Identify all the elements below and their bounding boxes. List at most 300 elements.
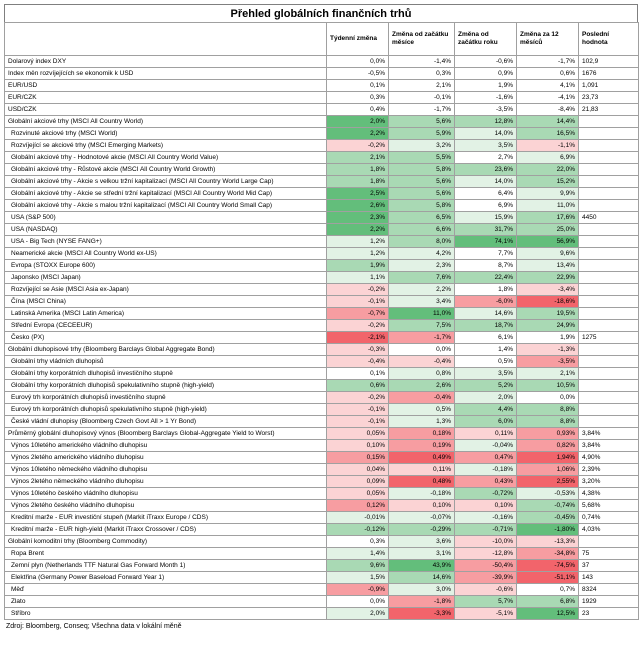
row-label: Globální akciové trhy (MSCI All Country World) [5,116,327,128]
weekly-change-cell: -0,7% [327,308,389,320]
mtd-change-cell: 6,6% [389,224,455,236]
table-row [5,608,639,620]
last-value-cell: 1275 [579,332,639,344]
table-row [5,536,639,548]
mtd-change-cell: 5,9% [389,128,455,140]
row-label: Globální akciové trhy - Akcie s velkou tržní kapitalizací (MSCI All Country World Large Cap) [5,176,327,188]
12m-change-cell: -1,7% [517,56,579,68]
row-label: USD/CZK [5,104,327,116]
12m-change-cell: -34,8% [517,548,579,560]
ytd-change-cell: 0,5% [455,356,517,368]
table-row [5,236,639,248]
last-value-cell [579,380,639,392]
12m-change-cell: -0,53% [517,488,579,500]
table-row [5,464,639,476]
row-label: Globální akciové trhy - Akcie s malou tržní kapitalizací (MSCI All Country World Small Cap) [5,200,327,212]
mtd-change-cell: 3,6% [389,536,455,548]
12m-change-cell: 14,4% [517,116,579,128]
ytd-change-cell: 14,6% [455,308,517,320]
row-label: Globální dluhopisové trhy (Bloomberg Barclays Global Aggregate Bond) [5,344,327,356]
row-label: Stříbro [5,608,327,620]
12m-change-cell: 25,0% [517,224,579,236]
ytd-change-cell: -6,0% [455,296,517,308]
mtd-change-cell: -1,4% [389,56,455,68]
mtd-change-cell: -0,18% [389,488,455,500]
ytd-change-cell: -0,6% [455,584,517,596]
row-label: Česko (PX) [5,332,327,344]
table-row [5,332,639,344]
header-weekly-change: Týdenní změna [327,23,389,56]
ytd-change-cell: -1,6% [455,92,517,104]
table-row [5,212,639,224]
ytd-change-cell: 15,9% [455,212,517,224]
weekly-change-cell: 2,0% [327,116,389,128]
ytd-change-cell: -0,18% [455,464,517,476]
table-row [5,56,639,68]
weekly-change-cell: 1,4% [327,548,389,560]
last-value-cell [579,392,639,404]
mtd-change-cell: 2,1% [389,80,455,92]
row-label: Zlato [5,596,327,608]
table-row [5,500,639,512]
table-row [5,224,639,236]
ytd-change-cell: 2,0% [455,392,517,404]
last-value-cell [579,296,639,308]
mtd-change-cell: 5,6% [389,188,455,200]
row-label: Index měn rozvíjejících se ekonomik k USD [5,68,327,80]
ytd-change-cell: 6,0% [455,416,517,428]
row-label: Globální komoditní trhy (Bloomberg Commodity) [5,536,327,548]
mtd-change-cell: 0,11% [389,464,455,476]
weekly-change-cell: -0,01% [327,512,389,524]
row-label: Ropa Brent [5,548,327,560]
12m-change-cell: 8,8% [517,404,579,416]
12m-change-cell: -0,74% [517,500,579,512]
ytd-change-cell: -0,16% [455,512,517,524]
table-row [5,440,639,452]
row-label: Eurový trh korporátních dluhopisů spekulativního stupně (high-yield) [5,404,327,416]
mtd-change-cell: -3,3% [389,608,455,620]
mtd-change-cell: 0,48% [389,476,455,488]
last-value-cell [579,344,639,356]
weekly-change-cell: 2,6% [327,200,389,212]
last-value-cell [579,200,639,212]
mtd-change-cell: -0,4% [389,392,455,404]
row-label: Kreditní marže - EUR investiční stupeň (Markit iTraxx Europe / CDS) [5,512,327,524]
table-row [5,188,639,200]
weekly-change-cell: 0,15% [327,452,389,464]
row-label: Elektřina (Germany Power Baseload Forward Year 1) [5,572,327,584]
table-row [5,560,639,572]
table-row [5,284,639,296]
weekly-change-cell: 0,1% [327,368,389,380]
row-label: Dolarový index DXY [5,56,327,68]
row-label: Evropa (STOXX Europe 600) [5,260,327,272]
mtd-change-cell: 8,0% [389,236,455,248]
table-row [5,272,639,284]
table-row [5,260,639,272]
table-row [5,104,639,116]
table-row [5,584,639,596]
row-label: Rozvíjející se akciové trhy (MSCI Emerging Markets) [5,140,327,152]
mtd-change-cell: 0,0% [389,344,455,356]
overview-table-container [4,4,638,633]
last-value-cell: 21,83 [579,104,639,116]
12m-change-cell: -1,3% [517,344,579,356]
weekly-change-cell: 2,3% [327,212,389,224]
ytd-change-cell: 31,7% [455,224,517,236]
row-label: Výnos 2letého amerického vládního dluhopisu [5,452,327,464]
weekly-change-cell: 1,5% [327,572,389,584]
12m-change-cell: 4,1% [517,80,579,92]
mtd-change-cell: -0,07% [389,512,455,524]
ytd-change-cell: 4,4% [455,404,517,416]
mtd-change-cell: -1,7% [389,332,455,344]
source-note: Zdroj: Bloomberg, Conseq; Všechna data v lokální měně [6,623,182,630]
12m-change-cell: 8,8% [517,416,579,428]
mtd-change-cell: -1,8% [389,596,455,608]
mtd-change-cell: -0,1% [389,92,455,104]
last-value-cell [579,308,639,320]
weekly-change-cell: 0,0% [327,596,389,608]
ytd-change-cell: 6,1% [455,332,517,344]
mtd-change-cell: 3,4% [389,296,455,308]
12m-change-cell: 9,9% [517,188,579,200]
market-overview-table [4,22,639,620]
last-value-cell [579,224,639,236]
12m-change-cell: 19,5% [517,308,579,320]
weekly-change-cell: -0,1% [327,416,389,428]
ytd-change-cell: 0,11% [455,428,517,440]
weekly-change-cell: -0,2% [327,140,389,152]
mtd-change-cell: -0,29% [389,524,455,536]
table-row [5,548,639,560]
ytd-change-cell: 0,10% [455,500,517,512]
mtd-change-cell: 5,5% [389,152,455,164]
12m-change-cell: -1,80% [517,524,579,536]
weekly-change-cell: 2,2% [327,128,389,140]
weekly-change-cell: -0,3% [327,344,389,356]
table-title: Přehled globálních finančních trhů [4,4,638,22]
row-label: České vládní dluhopisy (Bloomberg Czech Govt All > 1 Yr Bond) [5,416,327,428]
table-row [5,200,639,212]
ytd-change-cell: 7,7% [455,248,517,260]
header-row [5,23,639,56]
weekly-change-cell: 1,1% [327,272,389,284]
ytd-change-cell: 6,9% [455,200,517,212]
ytd-change-cell: 22,4% [455,272,517,284]
table-row [5,368,639,380]
row-label: Globální akciové trhy - Hodnotové akcie (MSCI All Country World Value) [5,152,327,164]
last-value-cell [579,236,639,248]
mtd-change-cell: 3,1% [389,548,455,560]
row-label: Výnos 10letého českého vládního dluhopisu [5,488,327,500]
mtd-change-cell: 7,6% [389,272,455,284]
weekly-change-cell: 9,6% [327,560,389,572]
ytd-change-cell: 23,6% [455,164,517,176]
last-value-cell: 3,20% [579,476,639,488]
ytd-change-cell: -50,4% [455,560,517,572]
last-value-cell [579,152,639,164]
mtd-change-cell: -0,4% [389,356,455,368]
12m-change-cell: 1,94% [517,452,579,464]
row-label: Globální akciové trhy - Růstové akcie (MSCI All Country World Growth) [5,164,327,176]
row-label: Globální trhy korporátních dluhopisů investičního stupně [5,368,327,380]
table-row [5,68,639,80]
table-row [5,296,639,308]
12m-change-cell: -8,4% [517,104,579,116]
12m-change-cell: -51,1% [517,572,579,584]
header-ytd-change: Změna od začátku roku [455,23,517,56]
weekly-change-cell: -0,1% [327,296,389,308]
mtd-change-cell: 0,49% [389,452,455,464]
mtd-change-cell: 0,8% [389,368,455,380]
last-value-cell [579,140,639,152]
last-value-cell: 3,84% [579,428,639,440]
row-label: Střední Evropa (CECEEUR) [5,320,327,332]
table-row [5,248,639,260]
weekly-change-cell: 0,04% [327,464,389,476]
weekly-change-cell: -0,12% [327,524,389,536]
last-value-cell: 5,68% [579,500,639,512]
weekly-change-cell: 2,1% [327,152,389,164]
row-label: USA (S&P 500) [5,212,327,224]
header-label [5,23,327,56]
weekly-change-cell: -0,9% [327,584,389,596]
table-row [5,380,639,392]
12m-change-cell: -3,4% [517,284,579,296]
12m-change-cell: 22,9% [517,272,579,284]
last-value-cell [579,404,639,416]
weekly-change-cell: 0,0% [327,56,389,68]
row-label: USA (NASDAQ) [5,224,327,236]
table-row [5,356,639,368]
row-label: Zemní plyn (Netherlands TTF Natural Gas Forward Month 1) [5,560,327,572]
ytd-change-cell: -0,71% [455,524,517,536]
table-row [5,392,639,404]
weekly-change-cell: -0,5% [327,68,389,80]
table-row [5,128,639,140]
ytd-change-cell: -10,0% [455,536,517,548]
last-value-cell: 3,84% [579,440,639,452]
last-value-cell [579,260,639,272]
table-row [5,176,639,188]
12m-change-cell: 6,8% [517,596,579,608]
ytd-change-cell: 0,9% [455,68,517,80]
header-12m-change: Změna za 12 měsíců [517,23,579,56]
12m-change-cell: 1,06% [517,464,579,476]
ytd-change-cell: 8,7% [455,260,517,272]
mtd-change-cell: 0,10% [389,500,455,512]
last-value-cell: 75 [579,548,639,560]
table-row [5,308,639,320]
12m-change-cell: 1,9% [517,332,579,344]
row-label: EUR/USD [5,80,327,92]
last-value-cell [579,188,639,200]
table-row [5,92,639,104]
12m-change-cell: 17,6% [517,212,579,224]
last-value-cell: 8324 [579,584,639,596]
last-value-cell [579,536,639,548]
row-label: Průměrný globální dluhopisový výnos (Bloomberg Barclays Global-Aggregate Yield to Worst) [5,428,327,440]
ytd-change-cell: 3,5% [455,140,517,152]
last-value-cell [579,272,639,284]
row-label: Japonsko (MSCI Japan) [5,272,327,284]
ytd-change-cell: -0,04% [455,440,517,452]
weekly-change-cell: 1,2% [327,236,389,248]
weekly-change-cell: 1,8% [327,164,389,176]
mtd-change-cell: 2,6% [389,380,455,392]
row-label: Latinská Amerika (MSCI Latin America) [5,308,327,320]
ytd-change-cell: -12,8% [455,548,517,560]
last-value-cell: 1929 [579,596,639,608]
weekly-change-cell: 0,05% [327,428,389,440]
weekly-change-cell: 0,6% [327,380,389,392]
ytd-change-cell: -39,9% [455,572,517,584]
12m-change-cell: 9,6% [517,248,579,260]
12m-change-cell: 22,0% [517,164,579,176]
12m-change-cell: -4,1% [517,92,579,104]
ytd-change-cell: 3,5% [455,368,517,380]
mtd-change-cell: 2,3% [389,260,455,272]
mtd-change-cell: 0,5% [389,404,455,416]
table-row [5,140,639,152]
ytd-change-cell: 0,43% [455,476,517,488]
last-value-cell: 4,90% [579,452,639,464]
row-label: Globální trhy vládních dluhopisů [5,356,327,368]
table-row [5,344,639,356]
table-row [5,164,639,176]
row-label: Globální akciové trhy - Akcie se střední tržní kapitalizací (MSCI All Country World Mid Cap) [5,188,327,200]
weekly-change-cell: 0,3% [327,536,389,548]
ytd-change-cell: 14,0% [455,128,517,140]
last-value-cell: 1676 [579,68,639,80]
row-label: Rozvinuté akciové trhy (MSCI World) [5,128,327,140]
last-value-cell [579,320,639,332]
12m-change-cell: -13,3% [517,536,579,548]
mtd-change-cell: 0,3% [389,68,455,80]
weekly-change-cell: 0,4% [327,104,389,116]
weekly-change-cell: 0,1% [327,80,389,92]
ytd-change-cell: 18,7% [455,320,517,332]
table-row [5,428,639,440]
12m-change-cell: -18,6% [517,296,579,308]
last-value-cell [579,368,639,380]
12m-change-cell: 0,0% [517,392,579,404]
mtd-change-cell: 3,0% [389,584,455,596]
12m-change-cell: 0,82% [517,440,579,452]
mtd-change-cell: 14,6% [389,572,455,584]
last-value-cell: 4,03% [579,524,639,536]
mtd-change-cell: 11,0% [389,308,455,320]
12m-change-cell: -3,5% [517,356,579,368]
weekly-change-cell: 0,09% [327,476,389,488]
mtd-change-cell: 43,9% [389,560,455,572]
mtd-change-cell: 5,8% [389,164,455,176]
row-label: Eurový trh korporátních dluhopisů investičního stupně [5,392,327,404]
row-label: Kreditní marže - EUR high-yield (Markit iTraxx Crossover / CDS) [5,524,327,536]
row-label: Měď [5,584,327,596]
table-row [5,488,639,500]
12m-change-cell: 2,55% [517,476,579,488]
ytd-change-cell: 1,4% [455,344,517,356]
row-label: Čína (MSCI China) [5,296,327,308]
last-value-cell: 23,73 [579,92,639,104]
12m-change-cell: -0,45% [517,512,579,524]
weekly-change-cell: 0,10% [327,440,389,452]
ytd-change-cell: 5,7% [455,596,517,608]
last-value-cell [579,128,639,140]
last-value-cell [579,116,639,128]
last-value-cell [579,416,639,428]
ytd-change-cell: 14,0% [455,176,517,188]
mtd-change-cell: 6,5% [389,212,455,224]
header-last-value: Poslední hodnota [579,23,639,56]
mtd-change-cell: 4,2% [389,248,455,260]
last-value-cell: 4450 [579,212,639,224]
row-label: Globální trhy korporátních dluhopisů spekulativního stupně (high-yield) [5,380,327,392]
12m-change-cell: 13,4% [517,260,579,272]
12m-change-cell: 0,7% [517,584,579,596]
ytd-change-cell: -0,72% [455,488,517,500]
last-value-cell [579,284,639,296]
ytd-change-cell: -3,5% [455,104,517,116]
weekly-change-cell: -2,1% [327,332,389,344]
row-label: Výnos 2letého německého vládního dluhopisu [5,476,327,488]
table-row [5,404,639,416]
12m-change-cell: 16,5% [517,128,579,140]
ytd-change-cell: 0,47% [455,452,517,464]
ytd-change-cell: -5,1% [455,608,517,620]
row-label: Výnos 10letého německého vládního dluhopisu [5,464,327,476]
last-value-cell [579,164,639,176]
ytd-change-cell: -0,6% [455,56,517,68]
row-label: Výnos 2letého českého vládního dluhopisu [5,500,327,512]
12m-change-cell: 10,5% [517,380,579,392]
last-value-cell: 1,091 [579,80,639,92]
last-value-cell: 37 [579,560,639,572]
mtd-change-cell: 7,5% [389,320,455,332]
table-row [5,524,639,536]
12m-change-cell: 15,2% [517,176,579,188]
row-label: Rozvíjející se Asie (MSCI Asia ex-Japan) [5,284,327,296]
table-row [5,572,639,584]
mtd-change-cell: 1,3% [389,416,455,428]
weekly-change-cell: -0,1% [327,404,389,416]
ytd-change-cell: 12,8% [455,116,517,128]
last-value-cell: 0,74% [579,512,639,524]
12m-change-cell: 2,1% [517,368,579,380]
mtd-change-cell: 5,6% [389,176,455,188]
mtd-change-cell: 5,6% [389,116,455,128]
ytd-change-cell: 74,1% [455,236,517,248]
12m-change-cell: 0,93% [517,428,579,440]
ytd-change-cell: 5,2% [455,380,517,392]
weekly-change-cell: 1,8% [327,176,389,188]
last-value-cell [579,356,639,368]
table-row [5,596,639,608]
12m-change-cell: 12,5% [517,608,579,620]
12m-change-cell: 0,6% [517,68,579,80]
last-value-cell: 143 [579,572,639,584]
last-value-cell [579,248,639,260]
last-value-cell: 23 [579,608,639,620]
mtd-change-cell: -1,7% [389,104,455,116]
row-label: EUR/CZK [5,92,327,104]
ytd-change-cell: 1,8% [455,284,517,296]
weekly-change-cell: -0,2% [327,320,389,332]
12m-change-cell: 6,9% [517,152,579,164]
